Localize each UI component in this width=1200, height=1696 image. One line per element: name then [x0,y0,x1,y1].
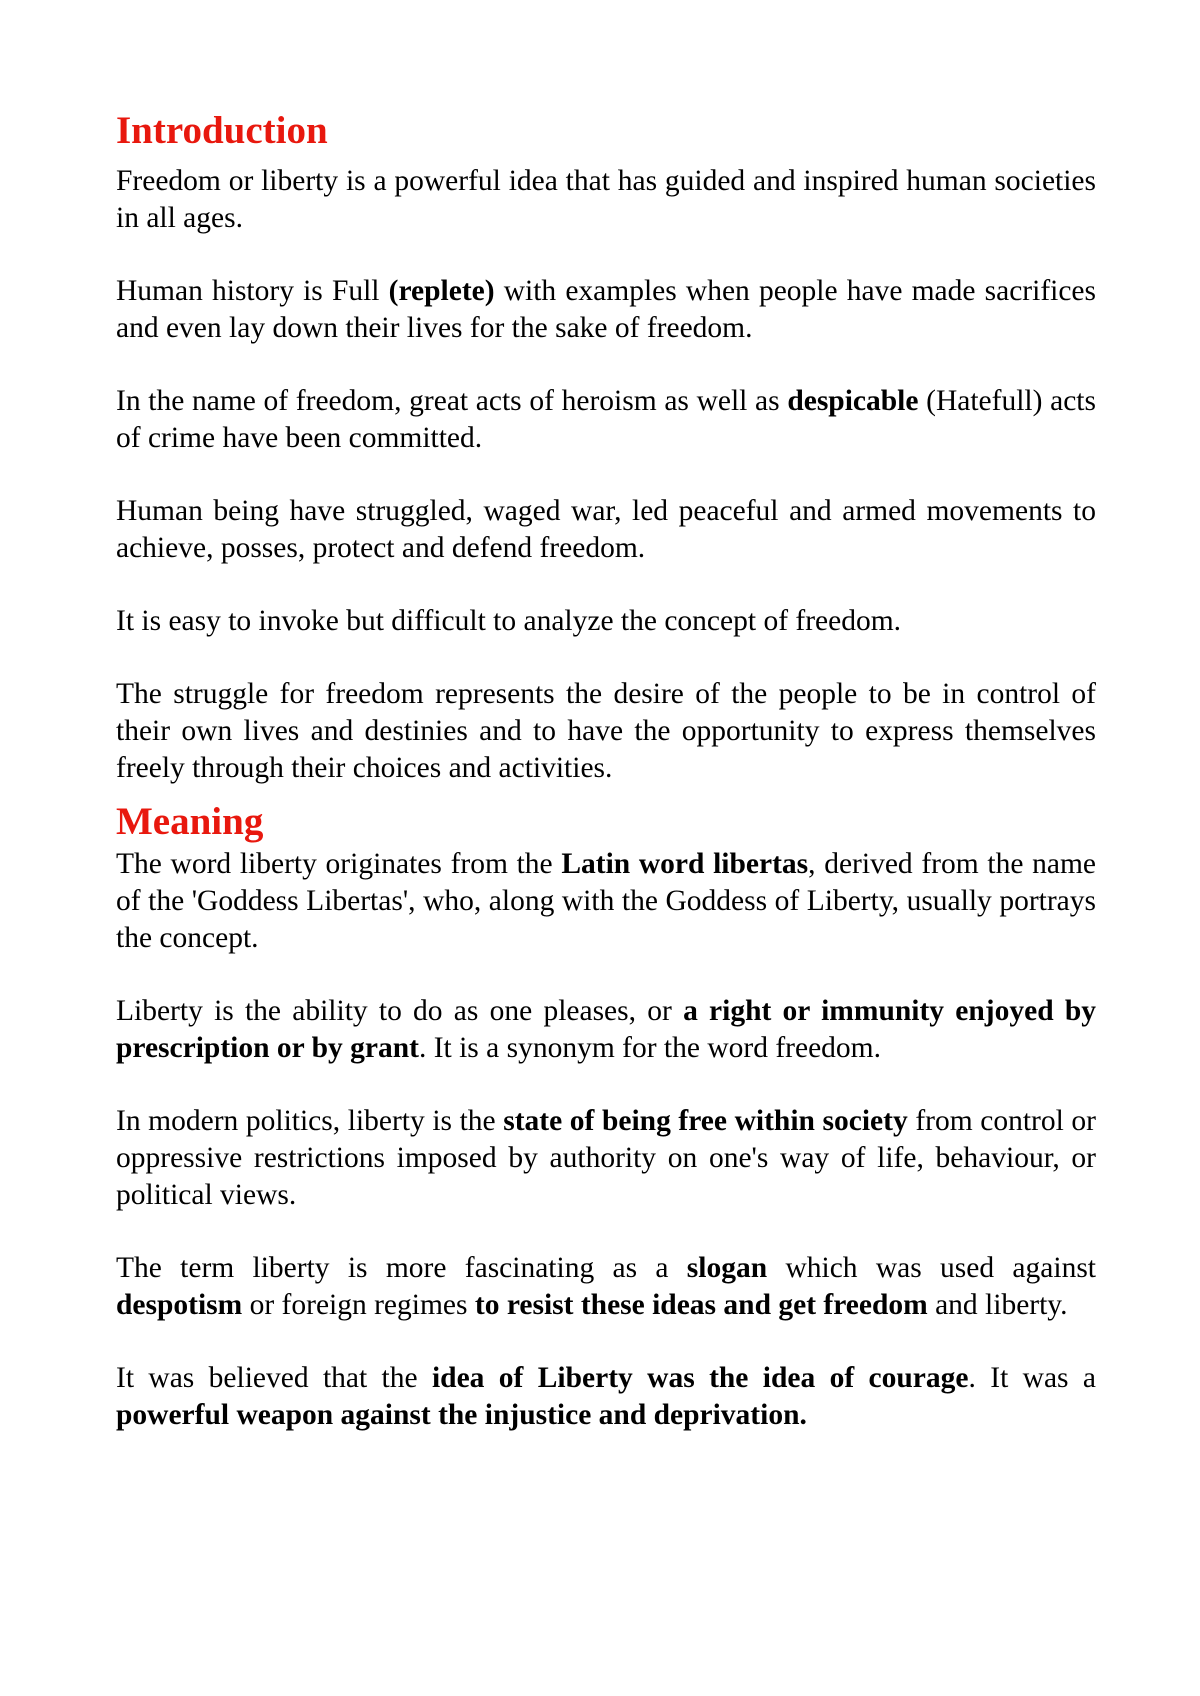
meaning-heading: Meaning [116,799,264,843]
meaning-paragraph-4: The term liberty is more fascinating as a slogan which was used against despotism or foreign regimes to resist these ideas and get freedom and liberty. [116,1251,1096,1321]
meaning-paragraph-1: The word liberty originates from the Latin word libertas, derived from the name of the 'Goddess Libertas', who, along with the Goddess of Liberty, usually portrays the concept. [116,847,1096,954]
intro-paragraph-6: The struggle for freedom represents the desire of the people to be in control of their own lives and destinies and to have the opportunity to express themselves freely through their choices and activities. [116,677,1096,784]
meaning-paragraph-3: In modern politics, liberty is the state of being free within society from control or oppressive restrictions imposed by authority on one's way of life, behaviour, or political views. [116,1104,1096,1211]
intro-paragraph-2: Human history is Full (replete) with examples when people have made sacrifices and even lay down their lives for the sake of freedom. [116,274,1097,344]
meaning-paragraph-2: Liberty is the ability to do as one pleases, or a right or immunity enjoyed by prescription or by grant. It is a synonym for the word freedom. [116,994,1096,1064]
intro-paragraph-3: In the name of freedom, great acts of heroism as well as despicable (Hatefull) acts of crime have been committed. [116,384,1096,454]
document-page [116,108,1096,1434]
introduction-heading: Introduction [116,109,328,152]
intro-paragraph-4: Human being have struggled, waged war, led peaceful and armed movements to achieve, posses, protect and defend freedom. [116,494,1096,564]
intro-paragraph-1: Freedom or liberty is a powerful idea that has guided and inspired human societies in all ages. [116,164,1096,234]
intro-paragraph-5: It is easy to invoke but difficult to analyze the concept of freedom. [116,604,902,637]
meaning-paragraph-5: It was believed that the idea of Liberty was the idea of courage. It was a powerful weapon against the injustice and deprivation. [116,1361,1096,1431]
